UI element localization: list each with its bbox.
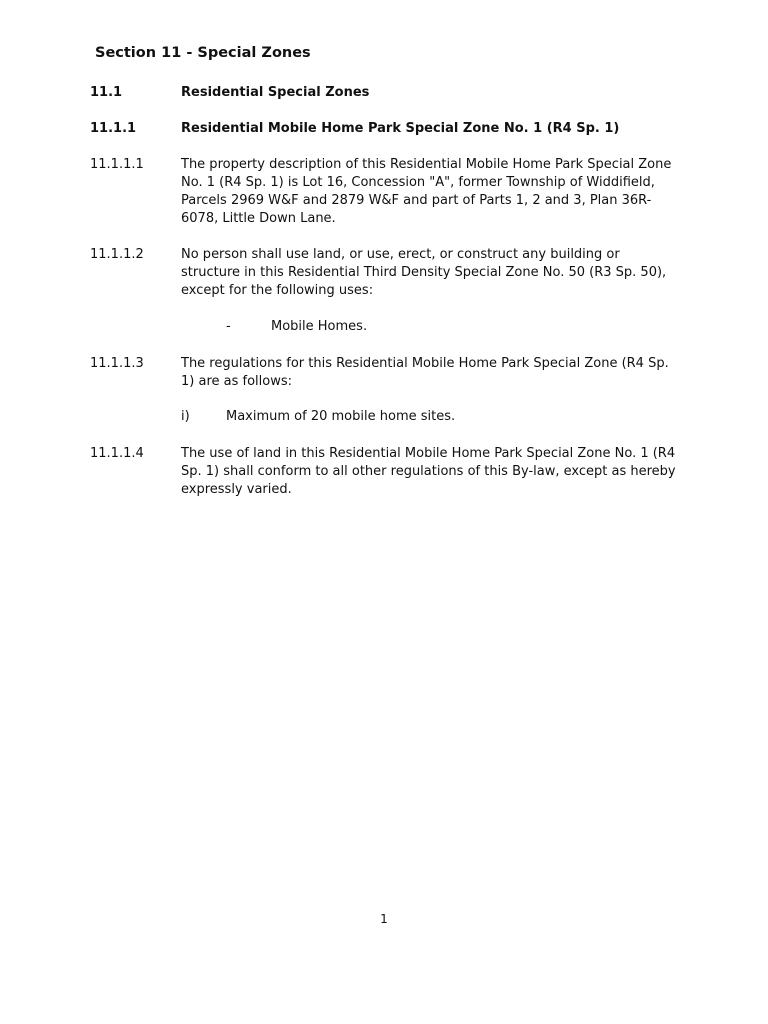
clause-text: The property description of this Residential Mobile Home Park Special Zone No. 1 (R4 Sp. 1) is Lot 16, Concession "A", former Township of Widdifield, Parcels 2969 W&F and 2879 W&F and part of Parts 1, 2 and 3, Plan 36R-6078, Little Down Lane. xyxy=(181,157,672,226)
heading-11-1-1-number: 11.1.1 xyxy=(90,121,137,136)
section-title: Section 11 - Special Zones xyxy=(95,45,311,61)
list-marker: - xyxy=(226,319,231,334)
page-number: 1 xyxy=(380,912,388,926)
heading-11-1-number: 11.1 xyxy=(90,85,123,100)
list-text: Mobile Homes. xyxy=(271,319,368,334)
clause-number: 11.1.1.1 xyxy=(90,157,144,172)
clause-text: The use of land in this Residential Mobile Home Park Special Zone No. 1 (R4 Sp. 1) shall conform to all other regulations of this By-law, except as hereby expressly varied. xyxy=(181,446,676,497)
heading-11-1-text: Residential Special Zones xyxy=(181,85,370,100)
list-text: Maximum of 20 mobile home sites. xyxy=(226,409,456,424)
clause-number: 11.1.1.4 xyxy=(90,446,144,461)
heading-11-1-1-text: Residential Mobile Home Park Special Zone No. 1 (R4 Sp. 1) xyxy=(181,121,620,136)
clause-text: The regulations for this Residential Mobile Home Park Special Zone (R4 Sp. 1) are as follows: xyxy=(181,356,669,389)
clause-number: 11.1.1.3 xyxy=(90,356,144,371)
clause-number: 11.1.1.2 xyxy=(90,247,144,262)
list-marker: i) xyxy=(181,409,190,424)
clause-text: No person shall use land, or use, erect, or construct any building or structure in this Residential Third Density Special Zone No. 50 (R3 Sp. 50), except for the following uses: xyxy=(181,247,667,298)
